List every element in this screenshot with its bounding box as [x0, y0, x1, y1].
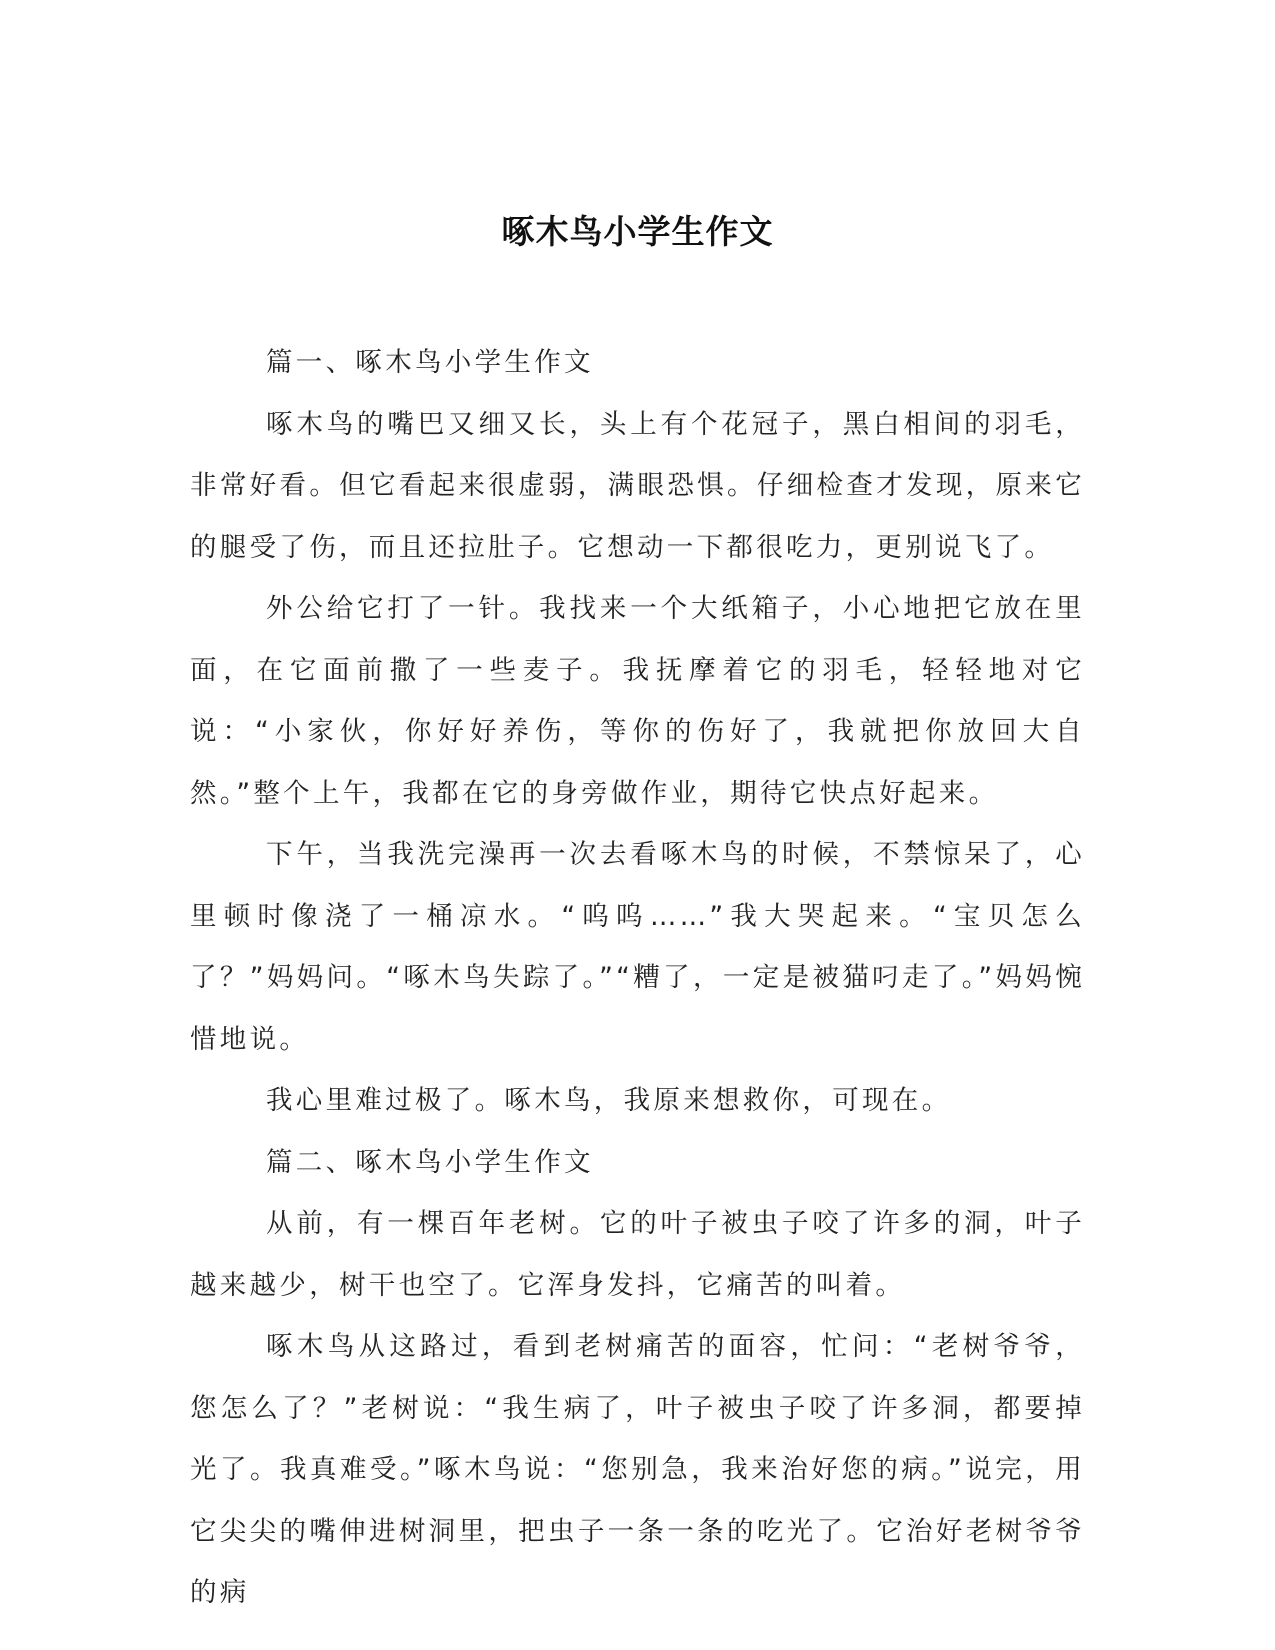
paragraph: 从前，有一棵百年老树。它的叶子被虫子咬了许多的洞，叶子越来越少，树干也空了。它浑身发抖，它痛苦的叫着。 — [190, 1208, 1085, 1301]
paragraph: 啄木鸟的嘴巴又细又长，头上有个花冠子，黑白相间的羽毛，非常好看。但它看起来很虚弱，满眼恐惧。仔细检查才发现，原来它的腿受了伤，而且还拉肚子。它想动一下都很吃力，更别说飞了。 — [190, 408, 1085, 563]
section-heading: 篇一、啄木鸟小学生作文 — [266, 347, 594, 378]
paragraph: 下午，当我洗完澡再一次去看啄木鸟的时候，不禁惊呆了，心里顿时像浇了一桶凉水。“呜呜……”我大哭起来。“宝贝怎么了？”妈妈问。“啄木鸟失踪了。”“糟了，一定是被猫叼走了。”妈妈惋惜地说。 — [190, 839, 1085, 1055]
paragraph: 啄木鸟从这路过，看到老树痛苦的面容，忙问：“老树爷爷，您怎么了？”老树说：“我生病了，叶子被虫子咬了许多洞，都要掉光了。我真难受。”啄木鸟说：“您别急，我来治好您的病。”说完，用它尖尖的嘴伸进树洞里，把虫子一条一条的吃光了。它治好老树爷爷的病 — [190, 1331, 1085, 1608]
document-title: 啄木鸟小学生作文 — [501, 212, 774, 251]
paragraph: 我心里难过极了。啄木鸟，我原来想救你，可现在。 — [266, 1085, 952, 1116]
document-body — [190, 332, 1085, 1624]
paragraph: 外公给它打了一针。我找来一个大纸箱子，小心地把它放在里面，在它面前撒了一些麦子。我抚摩着它的羽毛，轻轻地对它说：“小家伙，你好好养伤，等你的伤好了，我就把你放回大自然。”整个上午，我都在它的身旁做作业，期待它快点好起来。 — [190, 593, 1085, 809]
section-heading: 篇二、啄木鸟小学生作文 — [266, 1146, 594, 1178]
